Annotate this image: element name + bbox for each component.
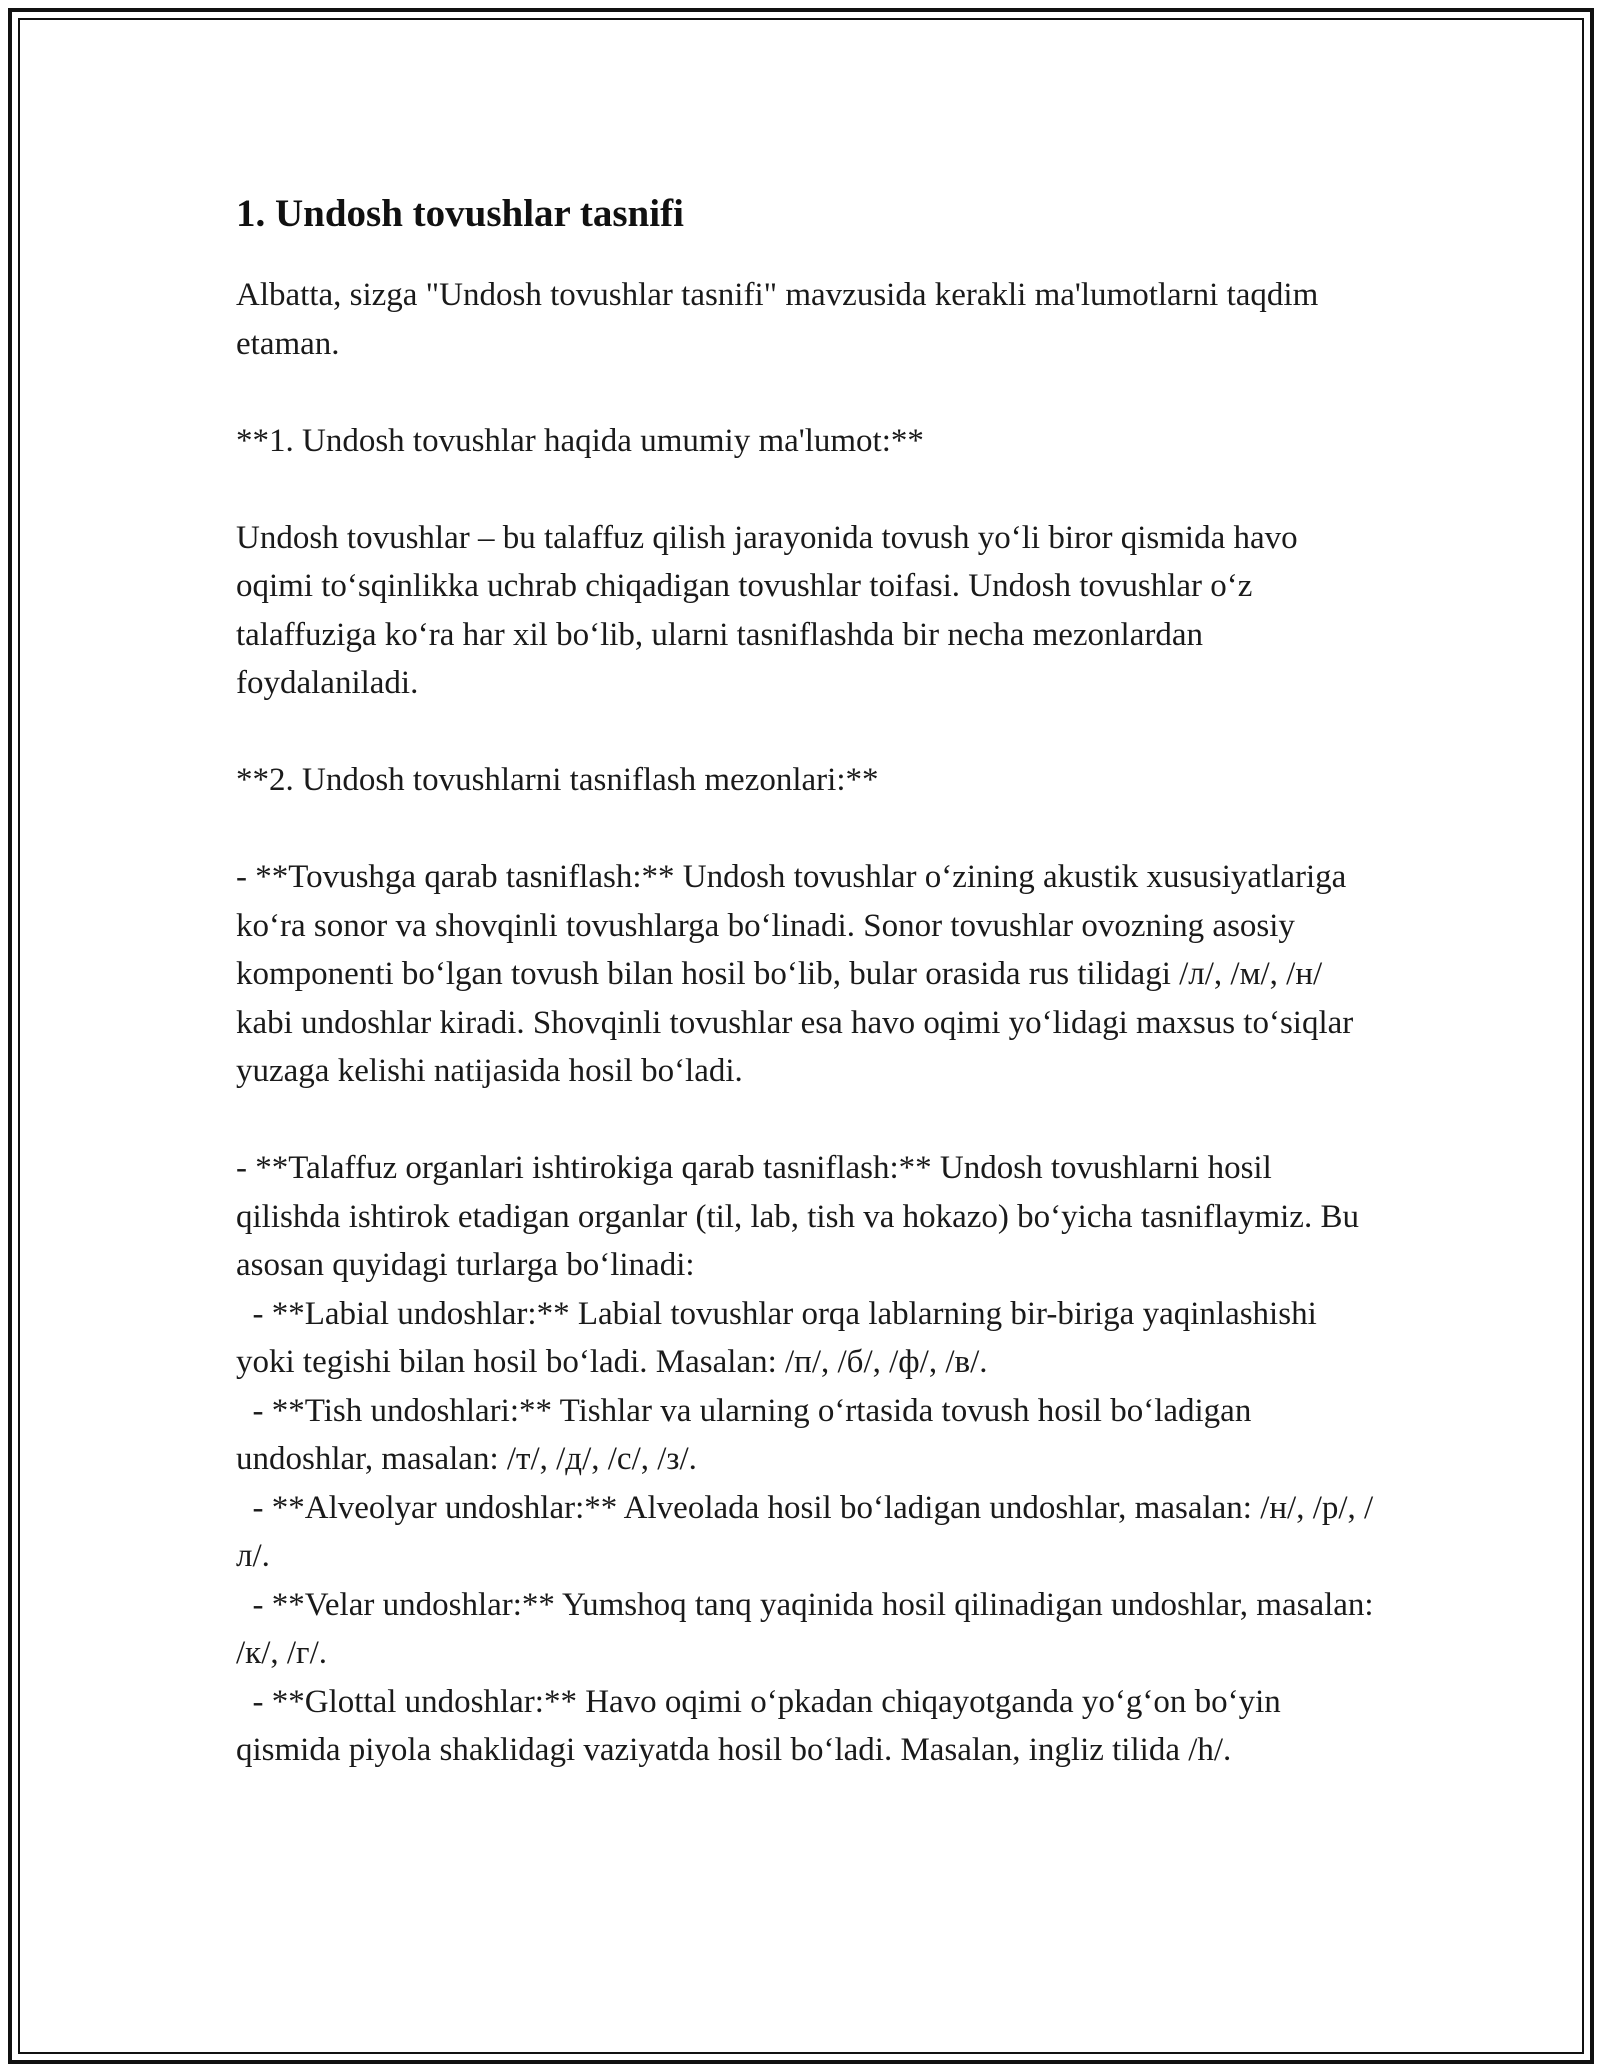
paragraph-spacer: [236, 465, 1376, 514]
articulation-classification-paragraph: - **Talaffuz organlari ishtirokiga qarab tasniflash:** Undosh tovushlarni hosil qilishda ishtirok etadigan organlar (til, lab, tish va hokazo) bo‘yicha tasniflaymiz. Bu asosan quyidagi turlarga bo‘linadi: - **Labial undoshlar:** Labial tovushlar orqa lablarning bir-biriga yaqinlashishi yoki tegishi bilan hosil bo‘ladi. Masalan: /п/, /б/, /ф/, /в/. - **Tish undoshlari:** Tishlar va ularning o‘rtasida tovush hosil bo‘ladigan undoshlar, masalan: /т/, /д/, /с/, /з/. - **Alveolyar undoshlar:** Alveolada hosil bo‘ladigan undoshlar, masalan: /н/, /р/, /л/. - **Velar undoshlar:** Yumshoq tanq yaqinida hosil qilinadigan undoshlar, masalan: /к/, /г/. - **Glottal undoshlar:** Havo oqimi o‘pkadan chiqayotganda yo‘g‘on bo‘yin qismida piyola shaklidagi vaziyatda hosil bo‘ladi. Masalan, ingliz tilida /h/.: [236, 1150, 1374, 1768]
paragraph-spacer: [236, 708, 1376, 757]
document-body: [236, 185, 1376, 1775]
intro-paragraph: Albatta, sizga "Undosh tovushlar tasnifi" mavzusida kerakli ma'lumotlarni taqdim etaman.: [236, 277, 1327, 362]
section-heading-2: **2. Undosh tovushlarni tasniflash mezonlari:**: [236, 762, 879, 798]
paragraph-spacer: [236, 1096, 1376, 1145]
sound-classification-paragraph: - **Tovushga qarab tasniflash:** Undosh tovushlar o‘zining akustik xususiyatlariga ko‘ra sonor va shovqinli tovushlarga bo‘linadi. Sonor tovushlar ovozning asosiy komponenti bo‘lgan tovush bilan hosil bo‘lib, bular orasida rus tilidagi /л/, /м/, /н/ kabi undoshlar kiradi. Shovqinli tovushlar esa havo oqimi yo‘lidagi maxsus to‘siqlar yuzaga kelishi natijasida hosil bo‘ladi.: [236, 859, 1362, 1089]
definition-paragraph: Undosh tovushlar – bu talaffuz qilish jarayonida tovush yo‘li biror qismida havo oqimi to‘sqinlikka uchrab chiqadigan tovushlar toifasi. Undosh tovushlar o‘z talaffuziga ko‘ra har xil bo‘lib, ularni tasniflashda bir necha mezonlardan foydalaniladi.: [236, 519, 1306, 701]
paragraph-spacer: [236, 805, 1376, 854]
paragraph-spacer: [236, 368, 1376, 417]
section-heading-1: **1. Undosh tovushlar haqida umumiy ma'lumot:**: [236, 422, 924, 459]
document-title: 1. Undosh tovushlar tasnifi: [236, 192, 684, 235]
